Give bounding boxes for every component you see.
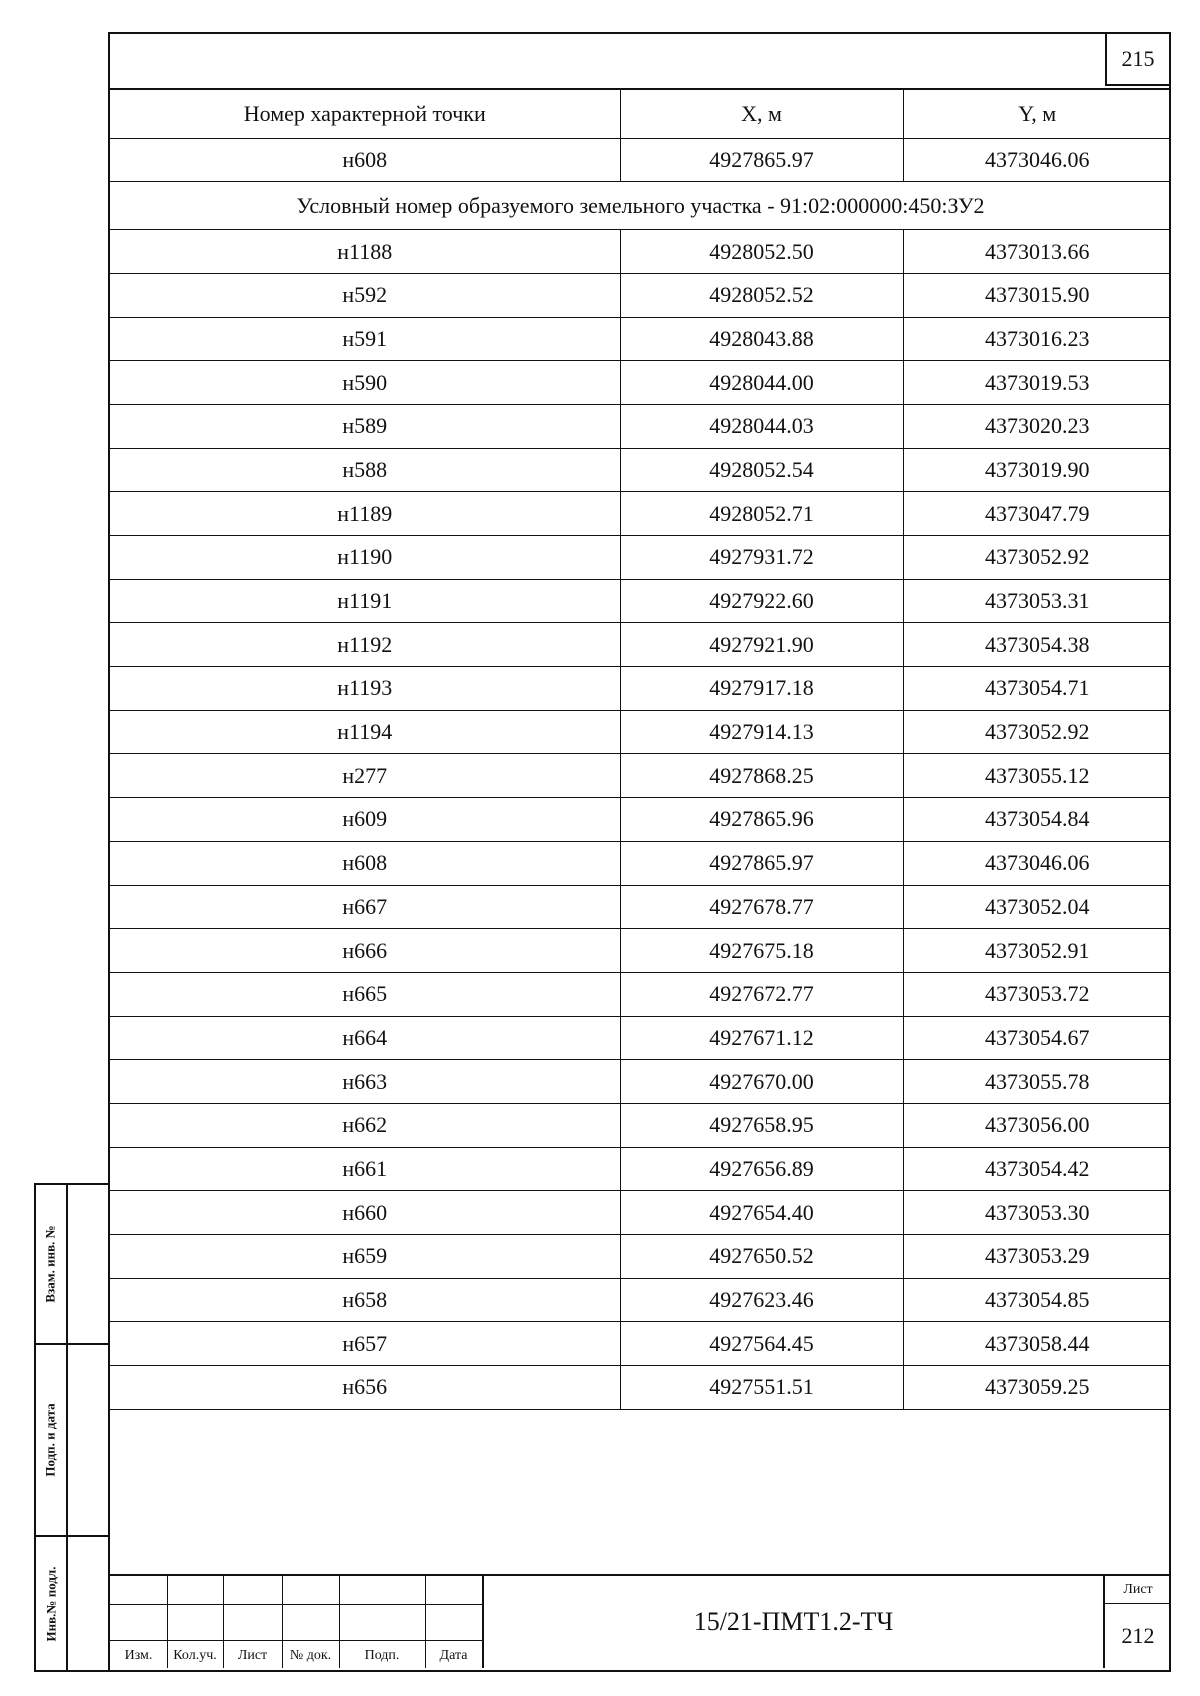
- cell-x: 4927865.97: [620, 138, 903, 182]
- column-header: Y, м: [903, 89, 1171, 138]
- cell-y: 4373052.92: [903, 536, 1171, 580]
- table-row: [110, 972, 1171, 1016]
- cell-point: н660: [110, 1191, 620, 1235]
- table-row: [110, 579, 1171, 623]
- cell-y: 4373013.66: [903, 230, 1171, 274]
- table-row: [110, 1366, 1171, 1410]
- cell-x: 4928052.54: [620, 448, 903, 492]
- section-row: [110, 182, 1171, 230]
- grid-line: [110, 1604, 482, 1605]
- side-stamp-inv-orig: [34, 1535, 108, 1672]
- revision-grid: [110, 1576, 482, 1668]
- table-row: [110, 667, 1171, 711]
- table-row: [110, 273, 1171, 317]
- cell-y: 4373052.91: [903, 929, 1171, 973]
- revision-label: Подп.: [364, 1648, 400, 1663]
- revision-label: № док.: [289, 1648, 332, 1663]
- cell-point: н656: [110, 1366, 620, 1410]
- cell-x: 4928052.71: [620, 492, 903, 536]
- cell-point: н589: [110, 404, 620, 448]
- cell-point: н1191: [110, 579, 620, 623]
- cell-point: н608: [110, 138, 620, 182]
- cell-x: 4928052.52: [620, 273, 903, 317]
- cell-x: 4927922.60: [620, 579, 903, 623]
- cell-y: 4373054.38: [903, 623, 1171, 667]
- section-title: Условный номер образуемого земельного участка - 91:02:000000:450:ЗУ2: [110, 182, 1171, 230]
- cell-point: н1189: [110, 492, 620, 536]
- cell-y: 4373054.84: [903, 798, 1171, 842]
- cell-point: н657: [110, 1322, 620, 1366]
- cell-point: н591: [110, 317, 620, 361]
- cell-point: н608: [110, 841, 620, 885]
- table-row: [110, 885, 1171, 929]
- cell-y: 4373016.23: [903, 317, 1171, 361]
- cell-x: 4927650.52: [620, 1235, 903, 1279]
- cell-x: 4927917.18: [620, 667, 903, 711]
- cell-y: 4373056.00: [903, 1103, 1171, 1147]
- cell-point: н1193: [110, 667, 620, 711]
- cell-point: н609: [110, 798, 620, 842]
- cell-point: н667: [110, 885, 620, 929]
- column-header: X, м: [620, 89, 903, 138]
- cell-x: 4927678.77: [620, 885, 903, 929]
- cell-x: 4927865.96: [620, 798, 903, 842]
- cell-y: 4373054.71: [903, 667, 1171, 711]
- cell-x: 4928044.03: [620, 404, 903, 448]
- revision-label: Дата: [439, 1648, 468, 1663]
- table-row: [110, 623, 1171, 667]
- cell-x: 4928043.88: [620, 317, 903, 361]
- cell-y: 4373019.53: [903, 361, 1171, 405]
- sheet-label: Лист: [1105, 1576, 1171, 1604]
- side-label-sign-date: Подп. и дата: [43, 1403, 59, 1477]
- document-code: 15/21-ПМТ1.2-ТЧ: [482, 1576, 1105, 1668]
- revision-label: Кол.уч.: [173, 1648, 217, 1663]
- cell-x: 4927868.25: [620, 754, 903, 798]
- table-row: [110, 1060, 1171, 1104]
- side-stamp-sign-date: [34, 1345, 108, 1537]
- table-row: [110, 492, 1171, 536]
- table-row: [110, 841, 1171, 885]
- table-row: [110, 1147, 1171, 1191]
- table-row: [110, 138, 1171, 182]
- cell-y: 4373055.78: [903, 1060, 1171, 1104]
- cell-x: 4927675.18: [620, 929, 903, 973]
- table-row: [110, 1191, 1171, 1235]
- cell-point: н665: [110, 972, 620, 1016]
- cell-point: н659: [110, 1235, 620, 1279]
- cell-y: 4373020.23: [903, 404, 1171, 448]
- table-row: [110, 754, 1171, 798]
- side-label-inv-orig: Инв.№ подл.: [43, 1566, 59, 1641]
- sheet-number: 212: [1121, 1623, 1155, 1648]
- cell-x: 4927865.97: [620, 841, 903, 885]
- cell-y: 4373058.44: [903, 1322, 1171, 1366]
- cell-x: 4927931.72: [620, 536, 903, 580]
- cell-x: 4928044.00: [620, 361, 903, 405]
- cell-point: н1194: [110, 710, 620, 754]
- cell-y: 4373047.79: [903, 492, 1171, 536]
- cell-x: 4927914.13: [620, 710, 903, 754]
- cell-x: 4927671.12: [620, 1016, 903, 1060]
- table-row: [110, 1322, 1171, 1366]
- cell-point: н666: [110, 929, 620, 973]
- grid-line: [110, 1640, 482, 1641]
- cell-x: 4927551.51: [620, 1366, 903, 1410]
- cell-x: 4927921.90: [620, 623, 903, 667]
- cell-y: 4373046.06: [903, 841, 1171, 885]
- cell-y: 4373053.29: [903, 1235, 1171, 1279]
- table-row: [110, 1103, 1171, 1147]
- cell-point: н658: [110, 1278, 620, 1322]
- cell-point: н277: [110, 754, 620, 798]
- cell-point: н588: [110, 448, 620, 492]
- revision-label: Лист: [237, 1648, 268, 1663]
- cell-y: 4373019.90: [903, 448, 1171, 492]
- cell-x: 4927670.00: [620, 1060, 903, 1104]
- cell-point: н592: [110, 273, 620, 317]
- table-row: [110, 798, 1171, 842]
- cell-y: 4373054.42: [903, 1147, 1171, 1191]
- cell-x: 4927623.46: [620, 1278, 903, 1322]
- page-number: 215: [1105, 32, 1171, 86]
- cell-y: 4373052.04: [903, 885, 1171, 929]
- side-label-swap-inv: Взам. инв. №: [43, 1225, 59, 1303]
- cell-point: н664: [110, 1016, 620, 1060]
- cell-x: 4927654.40: [620, 1191, 903, 1235]
- cell-point: н662: [110, 1103, 620, 1147]
- cell-y: 4373046.06: [903, 138, 1171, 182]
- cell-point: н1190: [110, 536, 620, 580]
- cell-y: 4373055.12: [903, 754, 1171, 798]
- table-row: [110, 317, 1171, 361]
- coordinates-table-wrap: [110, 88, 1171, 1410]
- table-header-row: [110, 89, 1171, 138]
- table-row: [110, 1235, 1171, 1279]
- cell-y: 4373054.85: [903, 1278, 1171, 1322]
- page-frame: [108, 32, 1171, 1672]
- cell-y: 4373052.92: [903, 710, 1171, 754]
- side-stamp-swap-inv: [34, 1183, 108, 1345]
- cell-x: 4927658.95: [620, 1103, 903, 1147]
- cell-point: н1188: [110, 230, 620, 274]
- cell-point: н663: [110, 1060, 620, 1104]
- cell-y: 4373059.25: [903, 1366, 1171, 1410]
- cell-x: 4927564.45: [620, 1322, 903, 1366]
- cell-x: 4927672.77: [620, 972, 903, 1016]
- cell-y: 4373053.72: [903, 972, 1171, 1016]
- cell-y: 4373054.67: [903, 1016, 1171, 1060]
- revision-label: Изм.: [124, 1648, 153, 1663]
- table-row: [110, 1016, 1171, 1060]
- title-block: [110, 1574, 1171, 1670]
- cell-x: 4928052.50: [620, 230, 903, 274]
- cell-y: 4373015.90: [903, 273, 1171, 317]
- column-header: Номер характерной точки: [110, 89, 620, 138]
- table-row: [110, 448, 1171, 492]
- table-row: [110, 361, 1171, 405]
- cell-y: 4373053.31: [903, 579, 1171, 623]
- table-row: [110, 1278, 1171, 1322]
- table-row: [110, 230, 1171, 274]
- table-row: [110, 404, 1171, 448]
- cell-y: 4373053.30: [903, 1191, 1171, 1235]
- cell-x: 4927656.89: [620, 1147, 903, 1191]
- table-row: [110, 710, 1171, 754]
- table-row: [110, 536, 1171, 580]
- cell-point: н661: [110, 1147, 620, 1191]
- coordinates-table: [110, 88, 1171, 1410]
- cell-point: н590: [110, 361, 620, 405]
- table-row: [110, 929, 1171, 973]
- cell-point: н1192: [110, 623, 620, 667]
